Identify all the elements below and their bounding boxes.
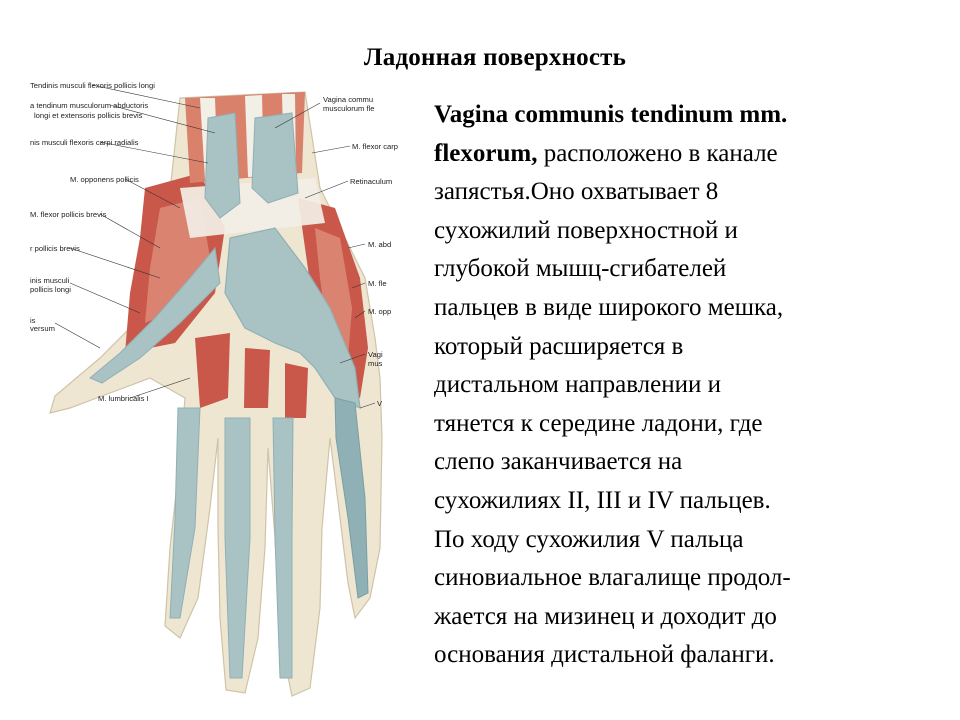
label-left: M. lumbricalis I (98, 394, 149, 403)
label-left: longi et extensoris pollicis brevis (34, 111, 143, 120)
text-line: расположено в канале (537, 139, 778, 167)
term-line: Vagina communis tendinum mm. (434, 101, 788, 128)
text-line: жается на мизинец и доходит до (434, 602, 777, 630)
finger-sheath-4 (273, 418, 293, 678)
label-left: versum (30, 324, 55, 333)
label-left: Tendinis musculi flexoris pollicis longi (30, 81, 155, 90)
text-line: основания дистальной фаланги. (434, 641, 775, 669)
label-right: Retinaculum (350, 177, 393, 186)
text-line: сухожилий поверхностной и (434, 216, 738, 244)
term-line: flexorum, (434, 139, 538, 167)
text-line: тянется к середине ладони, где (434, 409, 763, 437)
label-right: M. opp (368, 307, 392, 316)
text-line: дистальном направлении и (434, 371, 722, 399)
label-right: V (377, 399, 383, 408)
label-left: pollicis longi (30, 285, 71, 294)
slide-title: Ладонная поверхность (363, 44, 627, 71)
wrist-sheath-right (252, 113, 298, 203)
label-right: Vagi (368, 350, 383, 359)
label-right: M. flexor carp (352, 142, 398, 151)
label-right: M. abd (368, 240, 392, 249)
label-right: musculorum fle (323, 104, 375, 113)
wrist-sheath-left (205, 113, 240, 218)
label-left: a tendinum musculorum abductoris (30, 101, 149, 110)
text-line: глубокой мышц-сгибателей (434, 255, 727, 283)
label-right: Vagina commu (323, 95, 374, 104)
text-line: сухожилиях II, III и IV пальцев. (434, 486, 771, 514)
text-line: По ходу сухожилия V пальца (434, 525, 744, 553)
text-line: пальцев в виде широкого мешка, (434, 293, 784, 321)
hand-anatomy-figure (30, 78, 430, 710)
label-left: nis musculi flexoris carpi radialis (30, 138, 139, 147)
body-text (434, 96, 954, 675)
label-right: M. fle (368, 279, 387, 288)
text-line: слепо заканчивается на (434, 448, 683, 476)
label-left: r pollicis brevis (30, 244, 80, 253)
text-line: который расширяется в (434, 332, 684, 360)
label-left: is (30, 316, 36, 325)
label-right: mus (368, 359, 383, 368)
text-line: запястья.Оно охватывает 8 (434, 178, 719, 206)
label-left: M. opponens pollicis (70, 175, 139, 184)
text-line: синовиальное влагалище продол- (434, 564, 791, 592)
hand-anatomy-illustration (30, 78, 430, 710)
label-left: inis musculi (30, 276, 70, 285)
label-left: M. flexor pollicis brevis (30, 210, 107, 219)
